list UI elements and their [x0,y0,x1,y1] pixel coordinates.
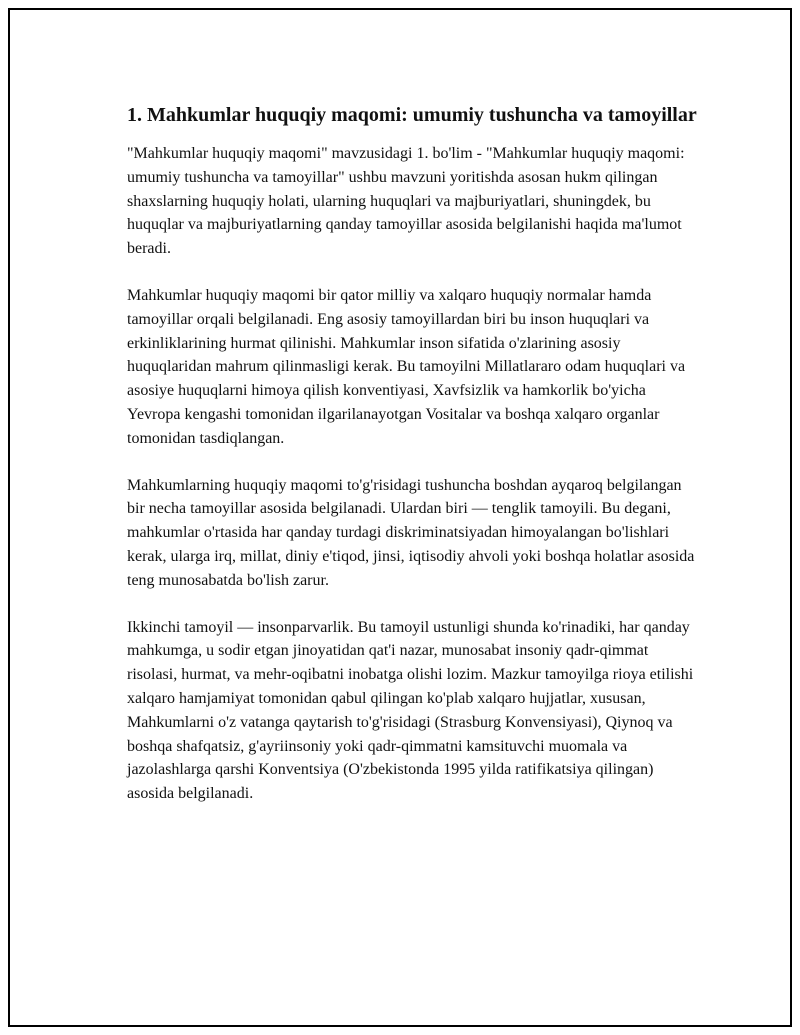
page-border [8,8,792,1027]
paragraph-intro: "Mahkumlar huquqiy maqomi" mavzusidagi 1. bo'lim - "Mahkumlar huquqiy maqomi: umumiy tushuncha va tamoyillar" ushbu mavzuni yoritishda asosan hukm qilingan shaxslarning huquqiy holati, ularning huquqlari va majburiyatlari, shuningdek, bu huquqlar va majburiyatlarning qanday tamoyillar asosida belgilanishi haqida ma'lumot beradi. [127,145,685,258]
paragraph-principles-overview: Mahkumlar huquqiy maqomi bir qator milliy va xalqaro huquqiy normalar hamda tamoyillar orqali belgilanadi. Eng asosiy tamoyillardan biri bu inson huquqlari va erkinliklarining hurmat qilinishi. Mahkumlar inson sifatida o'zlarining asosiy huquqlaridan mahrum qilinmasligi kerak. Bu tamoyilni Millatlararo odam huquqlari va asosiye huquqlarni himoya qilish konventiyasi, Xavfsizlik va hamkorlik bo'yicha Yevropa kengashi tomonidan ilgarilanayotgan Vositalar va boshqa xalqaro organlar tomonidan tasdiqlangan. [127,286,686,447]
paragraph-humanism-principle: Ikkinchi tamoyil — insonparvarlik. Bu tamoyil ustunligi shunda ko'rinadiki, har qanday mahkumga, u sodir etgan jinoyatidan qat'i nazar, munosabat insoniy qadr-qimmat risolasi, hurmat, va mehr-oqibatni inobatga olishi lozim. Mazkur tamoyilga rioya etilishi xalqaro hamjamiyat tomonidan qabul qilingan ko'plab xalqaro hujjatlar, xususan, Mahkumlarni o'z vatanga qaytarish to'g'risidagi (Strasburg Konvensiyasi), Qiynoq va boshqa shafqatsiz, g'ayriinsoniy yoki qadr-qimmatni kamsituvchi muomala va jazolashlarga qarshi Konventsiya (O'zbekistonda 1995 yilda ratifikatsiya qilingan) asosida belgilanadi. [127,618,694,803]
document-body [127,103,702,829]
section-heading: 1. Mahkumlar huquqiy maqomi: umumiy tushuncha va tamoyillar [127,104,697,126]
paragraph-equality-principle: Mahkumlarning huquqiy maqomi to'g'risidagi tushuncha boshdan ayqaroq belgilangan bir necha tamoyillar asosida belgilanadi. Ulardan biri — tenglik tamoyili. Bu degani, mahkumlar o'rtasida har qanday turdagi diskriminatsiyadan himoyalangan bo'lishlari kerak, ularga irq, millat, diniy e'tiqod, jinsi, iqtisodiy ahvoli yoki boshqa holatlar asosida teng munosabatda bo'lish zarur. [127,476,695,589]
